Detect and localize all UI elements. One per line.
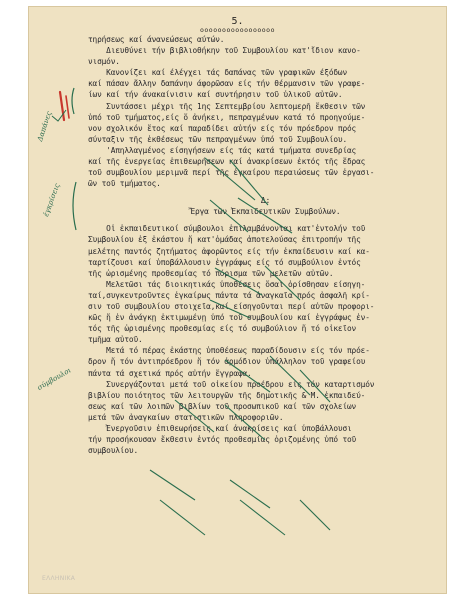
text-line: μελέτης παντός ζητήματος ἀφορῶντος είς τήν ἐκπαίδευσιν καί κα- [88,246,370,256]
text-line: συμβουλίου. [88,446,138,456]
text-line: κῶς ἤ ἐν ἀνάγκῃ ἐκτιμωμένῃ ὑπό τοῦ συμβουλίου καί ἐγγράφως ἐν- [88,313,370,323]
margin-note: Δαπάνες [36,110,54,143]
text-line: ῶν τοῦ τμήματος. [88,179,161,189]
document-page [28,6,447,594]
text-line: σύνταξιν τῆς ἐκθέσεως τῶν πεπραγμένων ὑπό τοῦ Συμβουλίου. [88,134,348,144]
text-line: Διευθύνει τήν βιβλιοθήκην τοῦ Συμβουλίου κατ'ἴδιον κανο- [88,46,361,56]
text-line: Μετά τό πέρας ἑκάστης ὑποθέσεως παραδίδουσιν είς τόν πρόε- [88,346,370,356]
text-line: βιβλίου ποιότητος τῶν λειτουργῶν τῆς δημοτικῆς & Μ. ἐκπαιδεύ- [88,390,366,400]
text-line: Οἱ ἐκπαιδευτικοί σύμβουλοι ἐπιλαμβάνονται κατ'ἐντολήν τοῦ [88,224,366,234]
text-line: πάντα τά σχετικά πρός αὐτήν ἔγγραφα. [88,368,252,378]
text-line: ταρτίζουσι καί ὑποβάλλουσιν ἐγγράφως είς τό συμβούλιον ἐντός [88,257,361,267]
text-line: Συμβουλίου ἐξ ἑκάστου ἤ κατ'ὁμάδας ἀποτελούσας ἐπιτροπήν τῆς [88,235,361,245]
text-line: σιν τοῦ συμβουλίου στοιχεῖα,καί είσηγοῦνται περί αὐτῶν προφορι- [88,301,375,311]
text-line: Κανονίζει καί έλέγχει τάς δαπάνας τῶν γραφικῶν έξόδων [88,68,348,78]
text-line: μετά τῶν ἀναγκαίων στατιστικῶν πληροφοριῶν. [88,412,284,422]
page-number: 5. [231,16,244,27]
text-line: Συντάσσει μέχρι τῆς 1ης Σεπτεμβρίου λεπτομερῆ ἔκθεσιν τῶν [88,101,366,111]
margin-note: σύμβουλοι [36,366,73,392]
text-line: τῆς ὡρισμένης προθεσμίας τό πόρισμα τῶν μελετῶν αὐτῶν. [88,268,334,278]
text-line: Συνεργάζονται μετά τοῦ οἰκείου προέδρου είς τόν καταρτισμόν [88,379,375,389]
text-line: καί τῆς ἐνεργείας ἐπιθεωρήσεων καί ἀνακρίσεων ἐκτός τῆς ἕδρας [88,157,366,167]
text-line: τήν προσήκουσαν ἔκθεσιν ἐντός προθεσμίας ὁριζομένης ὑπό τοῦ [88,435,357,445]
section-title: Ἔργα τῶν Ἐκπαιδευτικῶν Συμβούλων. [190,207,341,217]
text-line: τηρήσεως καί άνανεώσεως αύτών. [88,35,225,44]
text-line: ταί,συγκεντροῦντες ἐγκαίρως πάντα τά ἀναγκαῖα πρός ἀσφαλῆ κρί- [88,290,370,300]
text-line: ὑπό τοῦ τμήματος,είς ὅ ἀνήκει, πεπραγμένων κατά τό προηγούμε- [88,112,366,122]
text-line: καί πάσαν ἄλλην δαπάνην άφορῶσαν είς τήν θέρμανσιν τῶν γραφε- [88,79,366,89]
text-line: τμῆμα αὐτοῦ. [88,335,143,345]
archive-stamp: ΕΛΛΗΝΙΚΑ [42,575,76,582]
text-line: σεως καί τῶν λοιπῶν βιβλίων τοῦ προσωπικοῦ καί τῶν σχολείων [88,401,357,411]
text-line: νον σχολικόν ἔτος καί παραδίδει αὐτήν είς τόν πρόεδρον πρός [88,123,357,133]
text-line: δρον ἤ τόν ἀντιπρόεδρον ἤ τόν ἁρμόδιον ὑπάλληλον τοῦ γραφείου [88,357,366,367]
text-line: Μελετῶσι τάς διοικητικάς ὑποθέσεις ὅσαι ὁρίσθησαν είσηγη- [88,279,366,289]
text-line: τοῦ συμβουλίου μεριμνᾶ περί τῆς ἐγκαίρου περαιώσεως τῶν ἐργασι- [88,168,375,178]
text-line: νισμόν. [88,57,120,67]
document-body [88,34,443,456]
text-line: τός τῆς ὡρισμένης προθεσμίας είς τό συμβούλιον ἤ τό οἰκεῖον [88,324,357,334]
section-letter: Δ: [260,196,271,206]
text-line: 'Απηλλαγμένος είσηγήσεων είς τάς κατά τμήματα συνεδρίας [88,145,357,155]
text-line: Ἐνεργοῦσιν ἐπιθεωρήσεις καί ἀνακρίσεις καί ὑποβάλλουσι [88,424,352,433]
text-line: ίων καί τήν άνακαίνισιν καί συντήρησιν τοῦ ὑλικοῦ αὐτῶν. [88,90,343,100]
margin-note: ἐγκρίσεις [42,182,62,218]
page-number-rule: ooooooooooooooooo [199,26,276,34]
